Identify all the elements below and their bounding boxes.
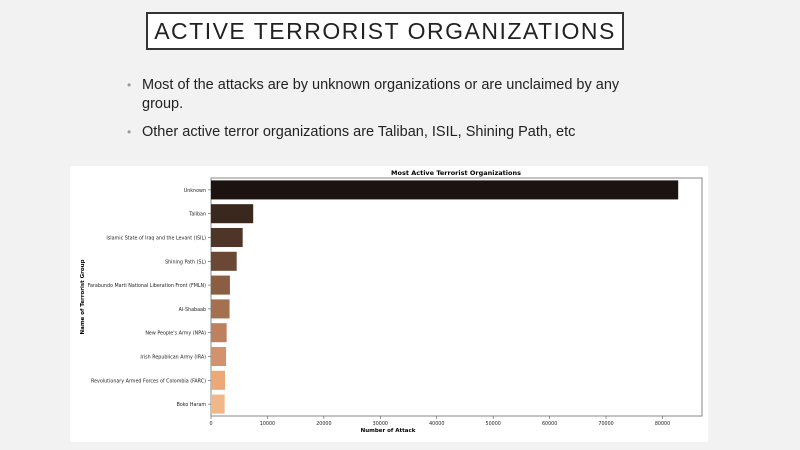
- y-tick-label: New People's Army (NPA): [145, 331, 206, 337]
- y-tick-label: Boko Haram: [176, 403, 206, 409]
- bar: [211, 228, 243, 247]
- plot-frame: [211, 178, 702, 416]
- y-tick-label: Islamic State of Iraq and the Levant (ISIL): [106, 236, 206, 242]
- bar: [211, 371, 225, 390]
- bar: [211, 323, 227, 342]
- bar-chart: [70, 166, 708, 442]
- y-tick-label: Irish Republican Army (IRA): [140, 355, 206, 361]
- bullet-icon: •: [127, 125, 132, 139]
- bar: [211, 347, 226, 366]
- bullet-text: Most of the attacks are by unknown organizations or are unclaimed by any group.: [142, 77, 620, 112]
- y-tick-label: Farabundo Marti National Liberation Front (FMLN): [87, 284, 206, 290]
- bar: [211, 299, 230, 318]
- x-tick-label: 0: [209, 422, 213, 427]
- bullet-icon: •: [127, 78, 132, 92]
- y-tick-label: Revolutionary Armed Forces of Colombia (FARC): [90, 379, 206, 385]
- x-tick-label: 10000: [259, 422, 276, 427]
- y-tick-label: Al-Shabaab: [178, 307, 206, 313]
- bullet-list: [127, 76, 627, 151]
- y-tick-label: Shining Path (SL): [165, 260, 206, 266]
- x-tick-label: 60000: [541, 422, 558, 427]
- x-tick-label: 70000: [598, 422, 614, 427]
- bar: [211, 204, 253, 223]
- slide-title: ACTIVE TERRORIST ORGANIZATIONS: [146, 12, 624, 50]
- bullet-text: Other active terror organizations are Taliban, ISIL, Shining Path, etc: [142, 124, 576, 140]
- bar: [211, 180, 678, 199]
- x-tick-label: 80000: [654, 422, 671, 427]
- x-tick-label: 40000: [429, 422, 445, 427]
- bar: [211, 252, 237, 271]
- x-axis-label: Number of Attack: [360, 428, 416, 434]
- x-tick-label: 20000: [316, 422, 332, 427]
- chart-svg: [70, 166, 708, 442]
- bullet-item: [127, 76, 627, 114]
- y-tick-label: Taliban: [189, 212, 206, 218]
- y-axis-label: Name of Terrorist Group: [80, 259, 86, 335]
- x-tick-label: 50000: [485, 422, 501, 427]
- bar: [211, 395, 225, 414]
- bullet-item: [127, 123, 627, 142]
- y-tick-label: Unknown: [183, 188, 206, 194]
- chart-title: Most Active Terrorist Organizations: [391, 169, 521, 177]
- bar: [211, 276, 230, 295]
- x-tick-label: 30000: [372, 422, 388, 427]
